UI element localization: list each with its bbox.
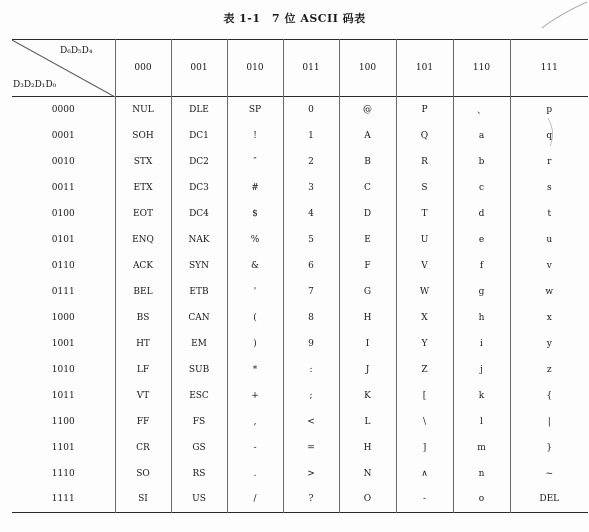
table-cell: 5 <box>283 227 339 253</box>
column-header: 010 <box>227 40 283 97</box>
table-cell: J <box>339 357 396 383</box>
table-cell: DLE <box>171 97 227 123</box>
table-cell: DC1 <box>171 123 227 149</box>
table-cell: * <box>227 357 283 383</box>
table-cell: S <box>396 175 453 201</box>
corner-low-label: D₃D₂D₁D₀ <box>13 80 57 90</box>
table-cell: SO <box>115 461 171 487</box>
table-cell: DEL <box>510 487 588 513</box>
row-header: 0001 <box>51 130 75 141</box>
table-cell: US <box>171 487 227 513</box>
table-row <box>12 253 588 279</box>
table-cell: & <box>227 253 283 279</box>
table-cell: a <box>453 123 510 149</box>
table-cell: . <box>227 461 283 487</box>
column-header: 111 <box>510 40 588 97</box>
table-cell: r <box>510 149 588 175</box>
table-cell: SOH <box>115 123 171 149</box>
table-cell: { <box>510 383 588 409</box>
table-cell: H <box>339 435 396 461</box>
table-cell: A <box>339 123 396 149</box>
table-cell: ESC <box>171 383 227 409</box>
table-cell: ETX <box>115 175 171 201</box>
table-cell: D <box>339 201 396 227</box>
table-cell: ? <box>283 487 339 513</box>
table-cell: h <box>453 305 510 331</box>
row-header: 0011 <box>51 182 75 193</box>
table-cell: / <box>227 487 283 513</box>
table-cell: ! <box>227 123 283 149</box>
table-cell: f <box>453 253 510 279</box>
row-header: 0101 <box>51 234 75 245</box>
table-cell: L <box>339 409 396 435</box>
table-cell: 4 <box>283 201 339 227</box>
table-row <box>12 201 588 227</box>
table-cell: 9 <box>283 331 339 357</box>
table-cell: Q <box>396 123 453 149</box>
table-cell: n <box>453 461 510 487</box>
row-header: 1111 <box>51 494 75 505</box>
table-cell: B <box>339 149 396 175</box>
table-cell: ENQ <box>115 227 171 253</box>
table-cell: DC2 <box>171 149 227 175</box>
table-cell: t <box>510 201 588 227</box>
table-cell: k <box>453 383 510 409</box>
table-cell: $ <box>227 201 283 227</box>
column-header: 110 <box>453 40 510 97</box>
column-header: 001 <box>171 40 227 97</box>
table-cell: : <box>283 357 339 383</box>
row-header: 0100 <box>51 208 75 219</box>
table-cell: STX <box>115 149 171 175</box>
table-row <box>12 227 588 253</box>
table-row <box>12 331 588 357</box>
table-cell: # <box>227 175 283 201</box>
table-cell: DC3 <box>171 175 227 201</box>
row-header: 1000 <box>51 312 75 323</box>
table-cell: FS <box>171 409 227 435</box>
table-cell: ETB <box>171 279 227 305</box>
table-cell: u <box>510 227 588 253</box>
row-header: 1110 <box>51 468 75 479</box>
table-cell: \ <box>396 409 453 435</box>
table-cell: 、 <box>453 97 510 123</box>
table-cell: s <box>510 175 588 201</box>
ascii-table <box>12 39 588 513</box>
table-cell: c <box>453 175 510 201</box>
table-cell: 6 <box>283 253 339 279</box>
row-header: 1101 <box>51 442 75 453</box>
table-cell: HT <box>115 331 171 357</box>
table-row <box>12 487 588 513</box>
table-cell: 0 <box>283 97 339 123</box>
table-cell: > <box>283 461 339 487</box>
table-row <box>12 149 588 175</box>
table-cell: d <box>453 201 510 227</box>
table-body <box>12 97 588 513</box>
table-cell: , <box>227 409 283 435</box>
table-cell: ″ <box>227 149 283 175</box>
row-header: 0110 <box>51 260 75 271</box>
table-row <box>12 175 588 201</box>
row-header: 1001 <box>51 338 75 349</box>
table-cell: I <box>339 331 396 357</box>
table-cell: BS <box>115 305 171 331</box>
table-row <box>12 461 588 487</box>
table-cell: v <box>510 253 588 279</box>
table-row <box>12 435 588 461</box>
table-cell: CR <box>115 435 171 461</box>
table-cell: j <box>453 357 510 383</box>
table-cell: Z <box>396 357 453 383</box>
table-cell: 2 <box>283 149 339 175</box>
table-cell: X <box>396 305 453 331</box>
table-cell: q <box>510 123 588 149</box>
column-header: 101 <box>396 40 453 97</box>
table-cell: T <box>396 201 453 227</box>
table-cell: ' <box>227 279 283 305</box>
table-cell: E <box>339 227 396 253</box>
table-cell: W <box>396 279 453 305</box>
row-header: 1100 <box>51 416 75 427</box>
table-cell: K <box>339 383 396 409</box>
table-cell: 7 <box>283 279 339 305</box>
table-cell: 8 <box>283 305 339 331</box>
column-header: 100 <box>339 40 396 97</box>
table-cell: U <box>396 227 453 253</box>
table-cell: O <box>339 487 396 513</box>
table-cell: m <box>453 435 510 461</box>
table-cell: SI <box>115 487 171 513</box>
table-cell: GS <box>171 435 227 461</box>
table-cell: EM <box>171 331 227 357</box>
header-row <box>12 40 588 97</box>
table-cell: VT <box>115 383 171 409</box>
table-cell: 3 <box>283 175 339 201</box>
table-cell: CAN <box>171 305 227 331</box>
table-cell: e <box>453 227 510 253</box>
table-cell: ) <box>227 331 283 357</box>
table-cell: ] <box>396 435 453 461</box>
table-cell: NAK <box>171 227 227 253</box>
table-cell: ∧ <box>396 461 453 487</box>
table-cell: NUL <box>115 97 171 123</box>
table-cell: < <box>283 409 339 435</box>
table-cell: H <box>339 305 396 331</box>
table-cell: p <box>510 97 588 123</box>
table-cell: ( <box>227 305 283 331</box>
table-cell: P <box>396 97 453 123</box>
row-header: 0000 <box>51 104 75 115</box>
table-cell: 1 <box>283 123 339 149</box>
table-cell: BEL <box>115 279 171 305</box>
table-cell: SUB <box>171 357 227 383</box>
table-cell: i <box>453 331 510 357</box>
table-cell: | <box>510 409 588 435</box>
table-cell: } <box>510 435 588 461</box>
table-cell: y <box>510 331 588 357</box>
table-cell: % <box>227 227 283 253</box>
table-cell: - <box>396 487 453 513</box>
table-cell: b <box>453 149 510 175</box>
table-cell: ACK <box>115 253 171 279</box>
table-cell: z <box>510 357 588 383</box>
table-cell: g <box>453 279 510 305</box>
table-cell: N <box>339 461 396 487</box>
table-row <box>12 357 588 383</box>
table-cell: LF <box>115 357 171 383</box>
table-cell: + <box>227 383 283 409</box>
table-cell: w <box>510 279 588 305</box>
table-cell: [ <box>396 383 453 409</box>
table-cell: l <box>453 409 510 435</box>
table-row <box>12 305 588 331</box>
table-cell: = <box>283 435 339 461</box>
column-header: 011 <box>283 40 339 97</box>
table-cell: - <box>227 435 283 461</box>
corner-header <box>12 40 115 97</box>
table-row <box>12 279 588 305</box>
table-cell: FF <box>115 409 171 435</box>
table-cell: DC4 <box>171 201 227 227</box>
column-header: 000 <box>115 40 171 97</box>
table-cell: F <box>339 253 396 279</box>
table-cell: R <box>396 149 453 175</box>
table-cell: x <box>510 305 588 331</box>
table-row <box>12 123 588 149</box>
table-cell: SP <box>227 97 283 123</box>
table-row <box>12 409 588 435</box>
table-row <box>12 383 588 409</box>
table-cell: C <box>339 175 396 201</box>
table-cell: ~ <box>510 461 588 487</box>
row-header: 1011 <box>51 390 75 401</box>
table-cell: ; <box>283 383 339 409</box>
table-row <box>12 97 588 123</box>
table-cell: Y <box>396 331 453 357</box>
table-cell: o <box>453 487 510 513</box>
table-cell: @ <box>339 97 396 123</box>
table-cell: V <box>396 253 453 279</box>
row-header: 0111 <box>51 286 75 297</box>
table-title: 表 1-1 7 位 ASCII 码表 <box>223 12 366 25</box>
corner-high-label: D₆D₅D₄ <box>60 46 93 56</box>
table-cell: RS <box>171 461 227 487</box>
table-cell: SYN <box>171 253 227 279</box>
table-cell: G <box>339 279 396 305</box>
row-header: 1010 <box>51 364 75 375</box>
row-header: 0010 <box>51 156 75 167</box>
table-cell: EOT <box>115 201 171 227</box>
